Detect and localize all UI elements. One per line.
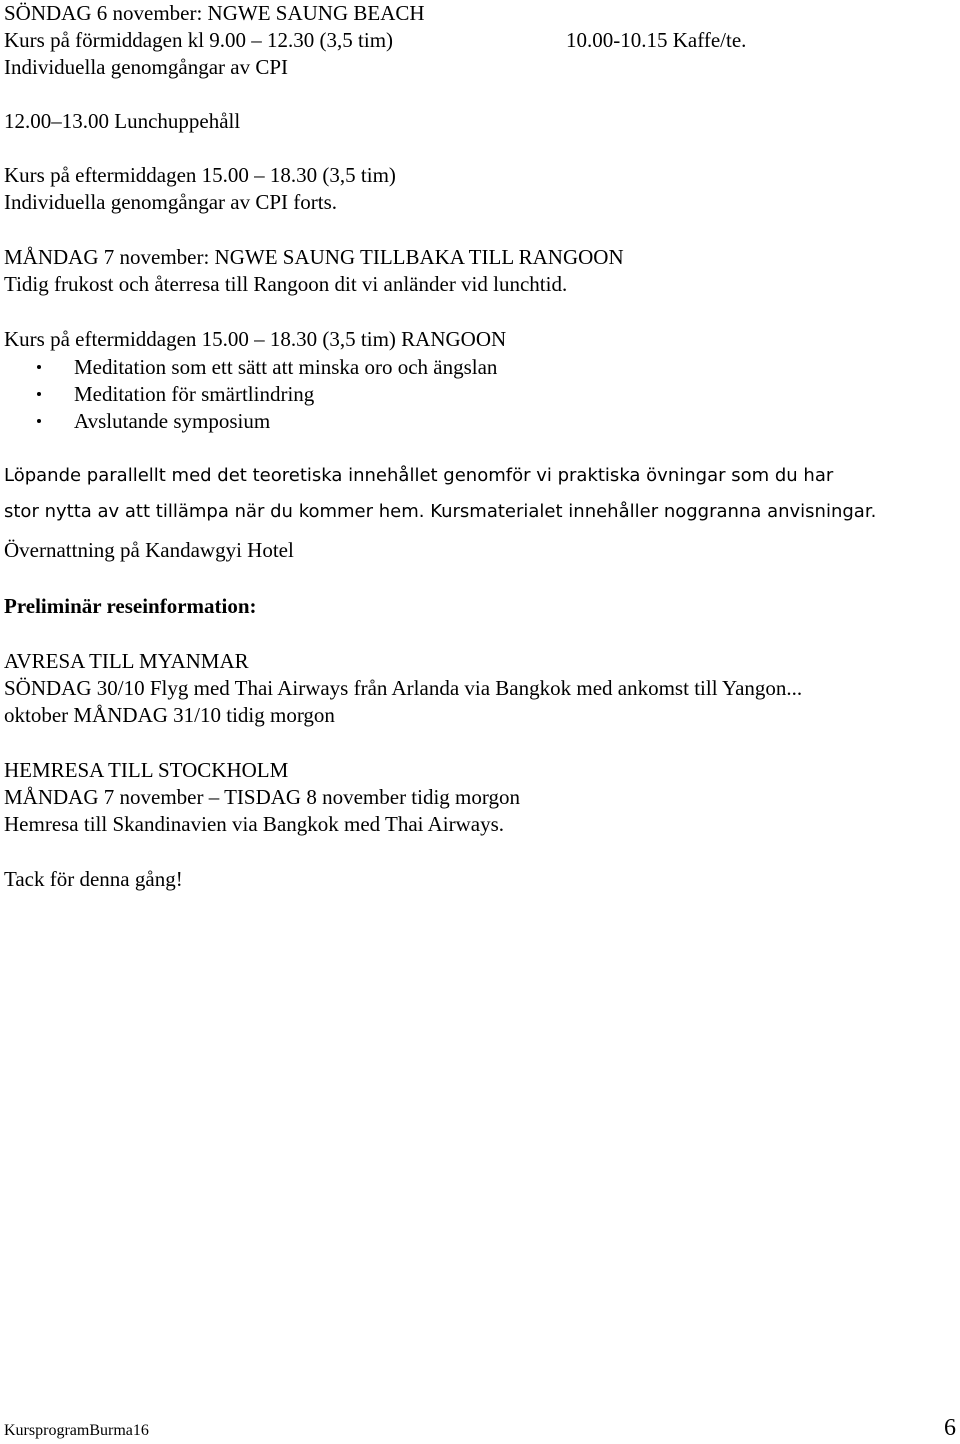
bullet-text: Meditation för smärtlindring: [74, 382, 315, 406]
bullet-icon: [37, 365, 41, 369]
departure-line-1: SÖNDAG 30/10 Flyg med Thai Airways från Arlanda via Bangkok med ankomst till Yangon...: [4, 676, 803, 700]
bullet-icon: [37, 419, 41, 423]
sunday-afternoon-course: Kurs på eftermiddagen 15.00 – 18.30 (3,5 tim): [4, 163, 396, 187]
coffee-break: 10.00-10.15 Kaffe/te.: [566, 28, 747, 52]
sunday-individual-cpi-cont: Individuella genomgångar av CPI forts.: [4, 190, 338, 214]
notes-line-2: stor nytta av att tillämpa när du kommer hem. Kursmaterialet innehåller noggranna anvisningar.: [4, 501, 877, 522]
bullet-text: Avslutande symposium: [74, 409, 271, 433]
bullet-icon: [37, 392, 41, 396]
notes-line-1: Löpande parallellt med det teoretiska innehållet genomför vi praktiska övningar som du har: [4, 465, 834, 486]
overnight-hotel: Övernattning på Kandawgyi Hotel: [4, 538, 294, 562]
lunch-break: 12.00–13.00 Lunchuppehåll: [4, 109, 241, 133]
sunday-morning-course: Kurs på förmiddagen kl 9.00 – 12.30 (3,5 tim): [4, 28, 394, 52]
sunday-individual-cpi: Individuella genomgångar av CPI: [4, 55, 289, 79]
bullet-text: Meditation som ett sätt att minska oro och ängslan: [74, 355, 498, 379]
return-line-1: MÅNDAG 7 november – TISDAG 8 november tidig morgon: [4, 785, 521, 809]
monday-afternoon-course: Kurs på eftermiddagen 15.00 – 18.30 (3,5 tim) RANGOON: [4, 327, 507, 351]
monday-heading: MÅNDAG 7 november: NGWE SAUNG TILLBAKA TILL RANGOON: [4, 245, 624, 269]
monday-breakfast: Tidig frukost och återresa till Rangoon dit vi anländer vid lunchtid.: [4, 272, 568, 296]
thanks-text: Tack för denna gång!: [4, 867, 183, 891]
travel-heading: Preliminär reseinformation:: [4, 594, 257, 618]
page-number: 6: [944, 1415, 956, 1441]
departure-line-2: oktober MÅNDAG 31/10 tidig morgon: [4, 703, 335, 727]
return-heading: HEMRESA TILL STOCKHOLM: [4, 758, 289, 782]
return-line-2: Hemresa till Skandinavien via Bangkok med Thai Airways.: [4, 812, 505, 836]
sunday-heading: SÖNDAG 6 november: NGWE SAUNG BEACH: [4, 1, 425, 25]
footer-doc-name: KursprogramBurma16: [4, 1422, 149, 1439]
departure-heading: AVRESA TILL MYANMAR: [4, 649, 249, 673]
